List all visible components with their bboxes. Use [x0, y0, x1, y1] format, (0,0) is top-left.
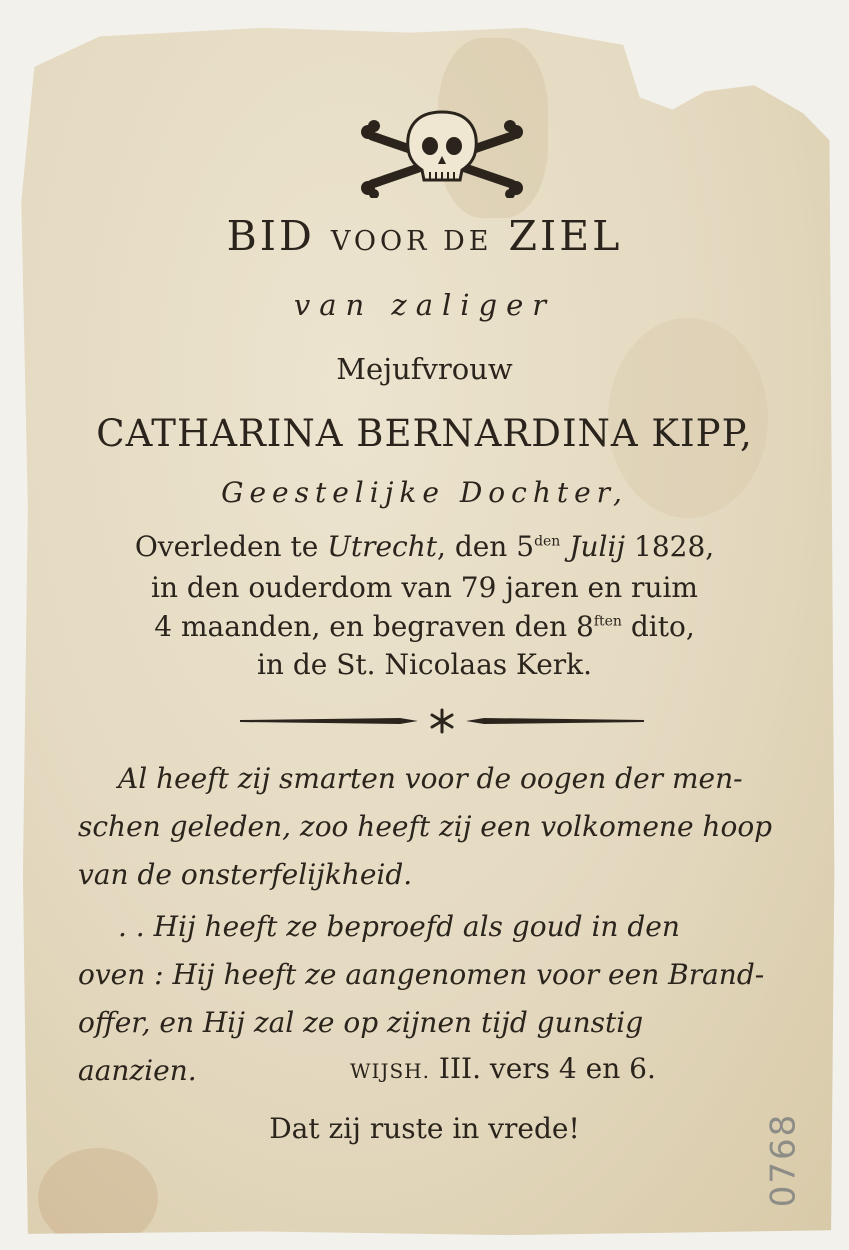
death-year: 1828, — [634, 530, 715, 563]
verse2-line2: oven : Hij heeft ze aangenomen voor een Brand- — [78, 958, 765, 991]
deceased-name: CATHARINA BERNARDINA KIPP, — [96, 412, 753, 455]
catalog-number: 0768 — [763, 1112, 804, 1208]
van-zaliger-line: van zaliger — [293, 288, 556, 322]
heading-voor-de: VOOR DE — [330, 226, 493, 257]
skull-crossbones-icon — [358, 106, 526, 198]
title-line: Mejufvrouw — [336, 352, 513, 386]
paper-stain — [38, 1148, 158, 1248]
verse1-line1: Al heeft zij smarten voor de oogen der men- — [118, 762, 743, 795]
ornamental-divider — [240, 706, 644, 736]
ref-book: WIJSH. — [350, 1059, 430, 1083]
heading-ziel: ZIEL — [508, 212, 623, 260]
church-line: in de St. Nicolaas Kerk. — [256, 648, 593, 681]
verse2-line3: offer, en Hij zal ze op zijnen tijd gunstig — [78, 1006, 644, 1039]
burial-suffix: dito, — [630, 610, 695, 643]
death-den: , den 5 — [437, 530, 535, 563]
role-line: Geestelijke Dochter, — [221, 476, 628, 509]
verse2-line1: . . Hij heeft ze beproefd als goud in den — [118, 910, 680, 943]
age-line: in den ouderdom van 79 jaren en ruim — [151, 571, 698, 604]
verse1-line2: schen geleden, zoo heeft zij een volkomene hoop — [78, 810, 773, 843]
verse1-line3: van de onsterfelijkheid. — [78, 858, 413, 891]
ref-rest: III. vers 4 en 6. — [438, 1052, 656, 1085]
burial-line — [0, 610, 849, 643]
scripture-reference — [350, 1052, 656, 1085]
heading-bid: BID — [226, 212, 315, 260]
death-prefix: Overleden te — [134, 530, 319, 563]
burial-sup: ften — [593, 613, 622, 630]
death-line — [0, 530, 849, 563]
death-place: Utrecht — [327, 530, 438, 563]
death-month: Julij — [569, 530, 626, 563]
closing-line: Dat zij ruste in vrede! — [269, 1112, 580, 1145]
heading — [0, 212, 849, 260]
verse2-line4: aanzien. — [78, 1054, 197, 1087]
burial-prefix: 4 maanden, en begraven den 8 — [154, 610, 594, 643]
death-day-sup: den — [534, 533, 561, 550]
